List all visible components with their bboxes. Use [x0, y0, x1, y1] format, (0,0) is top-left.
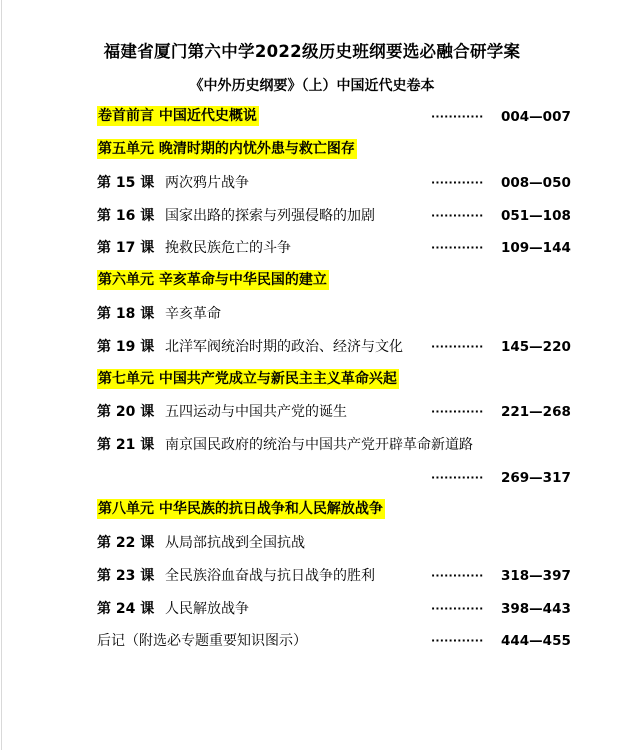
toc-page-range: 269—317	[501, 470, 571, 486]
toc-lesson-number: 第 21 课	[97, 437, 155, 453]
toc-lesson-number: 第 23 课	[97, 568, 155, 584]
toc-leader-dots: ············	[431, 209, 484, 222]
toc-lesson-number: 第 17 课	[97, 240, 155, 256]
toc-page-range: 444—455	[501, 633, 571, 649]
toc-lesson-number: 第 24 课	[97, 601, 155, 617]
toc-entry-preface	[97, 104, 571, 130]
toc-page-range: 398—443	[501, 601, 571, 617]
toc-unit-label: 第六单元 辛亥革命与中华民国的建立	[98, 272, 327, 288]
toc-leader-dots: ············	[431, 634, 484, 647]
toc-page-range: 109—144	[501, 240, 571, 256]
toc-unit-label: 卷首前言 中国近代史概说	[98, 108, 257, 124]
toc-lesson-number: 第 19 课	[97, 339, 155, 355]
toc-lesson-title: 全民族浴血奋战与抗日战争的胜利	[165, 568, 375, 584]
toc-leader-dots: ············	[431, 569, 484, 582]
toc-page-range: 004—007	[501, 109, 571, 125]
toc-lesson-title: 北洋军阀统治时期的政治、经济与文化	[165, 339, 403, 355]
toc-lesson-title: 两次鸦片战争	[165, 175, 249, 191]
toc-entry-lesson-19	[97, 334, 571, 360]
toc-page-range: 318—397	[501, 568, 571, 584]
toc-lesson-title: 人民解放战争	[165, 601, 249, 617]
toc-unit-label: 第七单元 中国共产党成立与新民主主义革命兴起	[98, 371, 397, 387]
document-subtitle: 《中外历史纲要》（上）中国近代史卷本	[189, 78, 435, 94]
toc-lesson-title: 五四运动与中国共产党的诞生	[165, 404, 347, 420]
toc-leader-dots: ············	[431, 340, 484, 353]
toc-leader-dots: ············	[431, 241, 484, 254]
toc-entry-unit-7	[97, 367, 567, 393]
toc-entry-lesson-20	[97, 399, 571, 425]
toc-leader-dots: ············	[431, 471, 484, 484]
toc-lesson-title: 从局部抗战到全国抗战	[165, 535, 305, 551]
toc-entry-unit-8	[97, 497, 567, 523]
toc-entry-lesson-18	[97, 301, 567, 327]
toc-lesson-title: 国家出路的探索与列强侵略的加剧	[165, 208, 375, 224]
toc-entry-lesson-21-pages	[97, 465, 571, 491]
toc-lesson-number: 第 22 课	[97, 535, 155, 551]
toc-unit-label: 第八单元 中华民族的抗日战争和人民解放战争	[98, 501, 383, 517]
toc-page-range: 145—220	[501, 339, 571, 355]
toc-unit-label: 第五单元 晚清时期的内忧外患与救亡图存	[98, 141, 355, 157]
toc-afterword-title: 后记（附选必专题重要知识图示）	[97, 633, 307, 649]
page-border	[1, 0, 2, 750]
toc-entry-lesson-17	[97, 235, 571, 261]
document-title: 福建省厦门第六中学2022级历史班纲要选必融合研学案	[103, 42, 521, 61]
toc-entry-lesson-21	[97, 432, 567, 458]
toc-leader-dots: ············	[431, 602, 484, 615]
toc-leader-dots: ············	[431, 110, 484, 123]
toc-lesson-number: 第 15 课	[97, 175, 155, 191]
toc-lesson-title: 辛亥革命	[165, 306, 221, 322]
toc-leader-dots: ············	[431, 176, 484, 189]
toc-lesson-number: 第 18 课	[97, 306, 155, 322]
toc-lesson-title: 挽救民族危亡的斗争	[165, 240, 291, 256]
toc-lesson-number: 第 16 课	[97, 208, 155, 224]
toc-lesson-number: 第 20 课	[97, 404, 155, 420]
toc-entry-lesson-15	[97, 170, 571, 196]
toc-entry-unit-6	[97, 268, 567, 294]
toc-entry-lesson-24	[97, 596, 571, 622]
toc-page-range: 051—108	[501, 208, 571, 224]
toc-page-range: 221—268	[501, 404, 571, 420]
toc-entry-afterword	[97, 628, 571, 654]
toc-page-range: 008—050	[501, 175, 571, 191]
toc-entry-unit-5	[97, 137, 567, 163]
toc-entry-lesson-16	[97, 203, 571, 229]
toc-entry-lesson-23	[97, 563, 571, 589]
toc-entry-lesson-22	[97, 530, 567, 556]
toc-lesson-title: 南京国民政府的统治与中国共产党开辟革命新道路	[165, 437, 473, 453]
toc-leader-dots: ············	[431, 405, 484, 418]
